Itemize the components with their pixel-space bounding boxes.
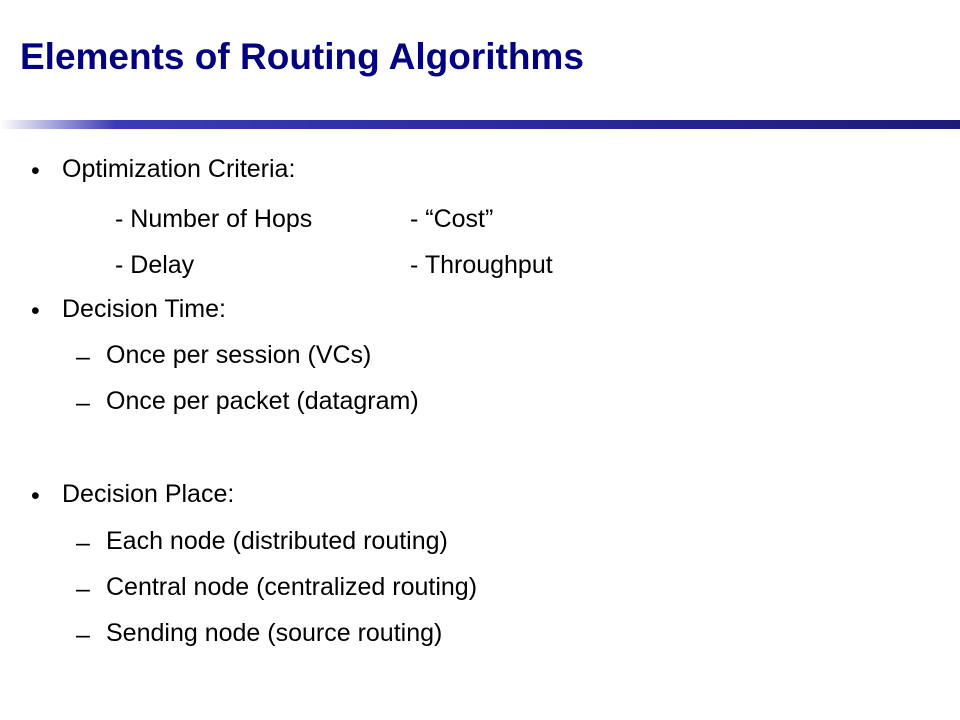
slide-title: Elements of Routing Algorithms	[20, 36, 584, 77]
dash-icon: –	[76, 621, 90, 649]
section-label-optimization: Optimization Criteria:	[62, 155, 296, 183]
dash-icon: –	[76, 575, 90, 603]
criterion-delay: - Delay	[115, 251, 195, 279]
section-label-decision-time: Decision Time:	[62, 295, 226, 323]
list-item-central-node: Central node (centralized routing)	[106, 573, 478, 601]
criterion-cost: - “Cost”	[410, 205, 494, 233]
title-divider-bar	[0, 120, 960, 129]
dash-icon: –	[76, 343, 90, 371]
bullet-icon: •	[31, 482, 40, 510]
bullet-icon: •	[31, 297, 40, 325]
list-item-each-node: Each node (distributed routing)	[106, 527, 448, 555]
list-item-sending-node: Sending node (source routing)	[106, 619, 443, 647]
dash-icon: –	[76, 389, 90, 417]
criterion-number-of-hops: - Number of Hops	[115, 205, 313, 233]
criterion-throughput: - Throughput	[410, 251, 553, 279]
list-item-once-per-packet: Once per packet (datagram)	[106, 387, 419, 415]
bullet-icon: •	[31, 157, 40, 185]
list-item-once-per-session: Once per session (VCs)	[106, 341, 372, 369]
section-label-decision-place: Decision Place:	[62, 480, 235, 508]
dash-icon: –	[76, 529, 90, 557]
